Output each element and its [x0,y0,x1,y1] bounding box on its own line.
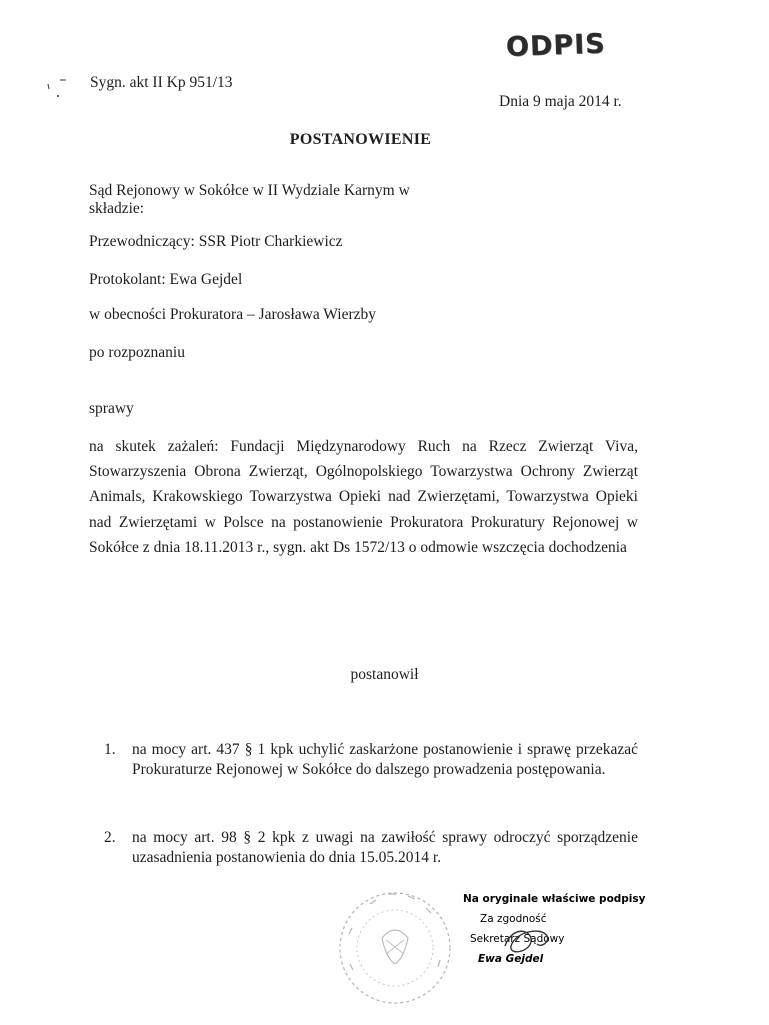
document-date: Dnia 9 maja 2014 r. [499,93,622,110]
signature-line-1: Na oryginale właściwe podpisy [463,893,646,905]
prosecutor-line: w obecności Prokuratora – Jarosława Wierzby [89,306,377,323]
court-seal-icon [340,893,450,1003]
case-signature: Sygn. akt II Kp 951/13 [90,74,233,91]
item-text: na mocy art. 437 § 1 kpk uchylić zaskarżone postanowienie i sprawę przekazać Prokuraturze Rejonowej w Sokółce do dalszego prowadzenia postępowania. [132,741,638,778]
after-examination: po rozpoznaniu [89,344,185,361]
case-label: sprawy [89,400,134,417]
case-description: na skutek zażaleń: Fundacji Międzynarodowy Ruch na Rzecz Zwierząt Viva, Stowarzyszenia Obrona Zwierząt, Ogólnopolskiego Towarzystwa Ochrony Zwierząt Animals, Krakowskiego Towarzystwa Opieki nad Zwierzętami, Towarzystwa Opieki nad Zwierzętami w Polsce na postanowienie Prokuratora Prokuratury Rejonowej w Sokółce z dnia 18.11.2013 r., sygn. akt Ds 1572/13 o odmowie wszczęcia dochodzenia [89,438,638,556]
document-title: POSTANOWIENIE [289,131,432,148]
signature-line-2: Za zgodność [480,913,547,925]
court-seal-and-signature [330,880,646,1025]
signature-name: Ewa Gejdel [478,953,544,965]
chairman-line: Przewodniczący: SSR Piotr Charkiewicz [89,233,343,250]
court-composition: Sąd Rejonowy w Sokółce w II Wydziale Karnym w składzie: [89,182,410,217]
odpis-stamp: ODPIS [505,28,607,63]
margin-marks [38,72,78,106]
clerk-line: Protokolant: Ewa Gejdel [89,271,243,288]
decision-heading: postanowił [350,666,419,683]
signature-line-3: Sekretarz Sądowy [470,933,565,945]
item-number: 1. [104,741,116,758]
item-text: na mocy art. 98 § 2 kpk z uwagi na zawiłość sprawy odroczyć sporządzenie uzasadnienia postanowienia do dnia 15.05.2014 r. [132,829,638,866]
item-number: 2. [104,829,116,846]
